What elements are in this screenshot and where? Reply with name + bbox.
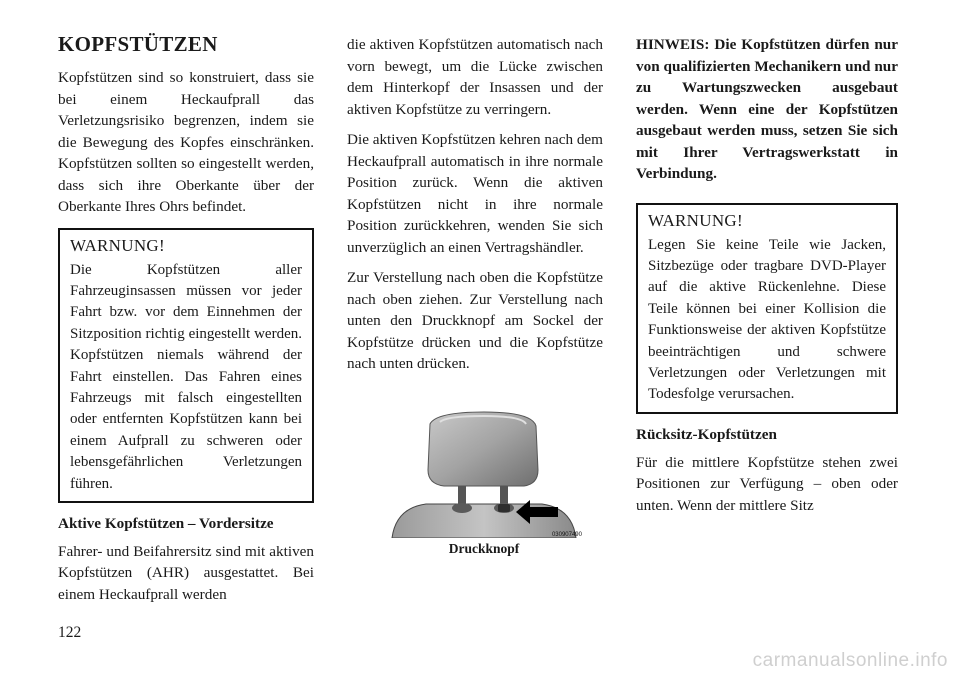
headrest-figure <box>386 408 582 538</box>
page-title: KOPFSTÜTZEN <box>58 32 218 56</box>
warning-title: WARNUNG! <box>70 235 165 255</box>
page-number: 122 <box>58 624 82 641</box>
headrest-illustration <box>386 408 582 538</box>
paragraph-2: Die aktiven Kopfstützen kehren nach dem Heckaufprall automatisch in ihre normale Position zurück. Wenn die aktiven Kopfstützen nicht in ihre normale Position zurückkehren, wenden Sie sich unverzüglich an einen Vertragshändler. <box>347 131 603 256</box>
column-3 <box>636 34 898 525</box>
warning-box-2 <box>636 203 898 414</box>
push-button <box>498 504 510 512</box>
warning-box-1 <box>58 228 314 503</box>
figure-caption: Druckknopf <box>448 541 520 556</box>
rear-headrests-paragraph: Für die mittlere Kopfstütze stehen zwei Positionen zur Verfügung – oben oder unten. Wenn der mittlere Sitz <box>636 453 898 514</box>
warning-text: Legen Sie keine Teile wie Jacken, Sitzbezüge oder tragbare DVD-Player auf die aktive Rückenlehne. Diese Teile können bei einer Kollision die Funktionsweise der aktiven Kopfstütze beeinträchtigen und schwere Verletzungen oder Verletzungen mit Todesfolge verursachen. <box>648 236 886 403</box>
column-2 <box>347 34 603 384</box>
warning-text: Die Kopfstützen aller Fahrzeuginsassen müssen vor jeder Fahrt bzw. vor dem Einnehmen der Sitzposition richtig eingestellt werden. Kopfstützen niemals während der Fahrt einstellen. Das Fahren eines Fahrzeugs mit falsch eingestellten oder entfernten Kopfstützen kann bei einem Aufprall zu schweren oder lebensgefährlichen Verletzungen führen. <box>70 261 302 492</box>
warning-title: WARNUNG! <box>648 210 743 230</box>
section-heading-active-headrests: Aktive Kopfstützen – Vordersitze <box>58 514 274 532</box>
section-heading-rear-headrests: Rücksitz-Kopfstützen <box>636 425 777 443</box>
watermark: carmanualsonline.info <box>752 650 948 671</box>
intro-paragraph: Kopfstützen sind so konstruiert, dass sie bei einem Heckaufprall das Verletzungsrisiko begrenzen, indem sie die Bewegung des Kopfes einschränken. Kopfstützen sollten so eingestellt werden, dass sich ihre Oberkante über der Oberkante Ihres Ohrs befindet. <box>58 69 314 215</box>
paragraph-3: Zur Verstellung nach oben die Kopfstütze nach oben ziehen. Zur Verstellung nach unten den Druckknopf am Sockel der Kopfstütze drücken und die Kopfstütze nach unten drücken. <box>347 269 603 372</box>
active-headrests-paragraph: Fahrer- und Beifahrersitz sind mit aktiven Kopfstützen (AHR) ausgestattet. Bei einem Heckaufprall werden <box>58 542 314 603</box>
figure-code: 030907490 <box>551 532 582 538</box>
paragraph-1: die aktiven Kopfstützen automatisch nach vorn bewegt, um die Lücke zwischen dem Hinterkopf der Insassen und der aktiven Kopfstütze zu verringern. <box>347 36 603 118</box>
column-1 <box>58 32 314 614</box>
note-paragraph: HINWEIS: Die Kopfstützen dürfen nur von qualifizierten Mechanikern und nur zu Wartungszwecken ausgebaut werden. Wenn eine der Kopfstützen ausgebaut werden muss, setzen Sie sich mit Ihrer Vertragswerkstatt in Verbindung. <box>636 36 898 182</box>
